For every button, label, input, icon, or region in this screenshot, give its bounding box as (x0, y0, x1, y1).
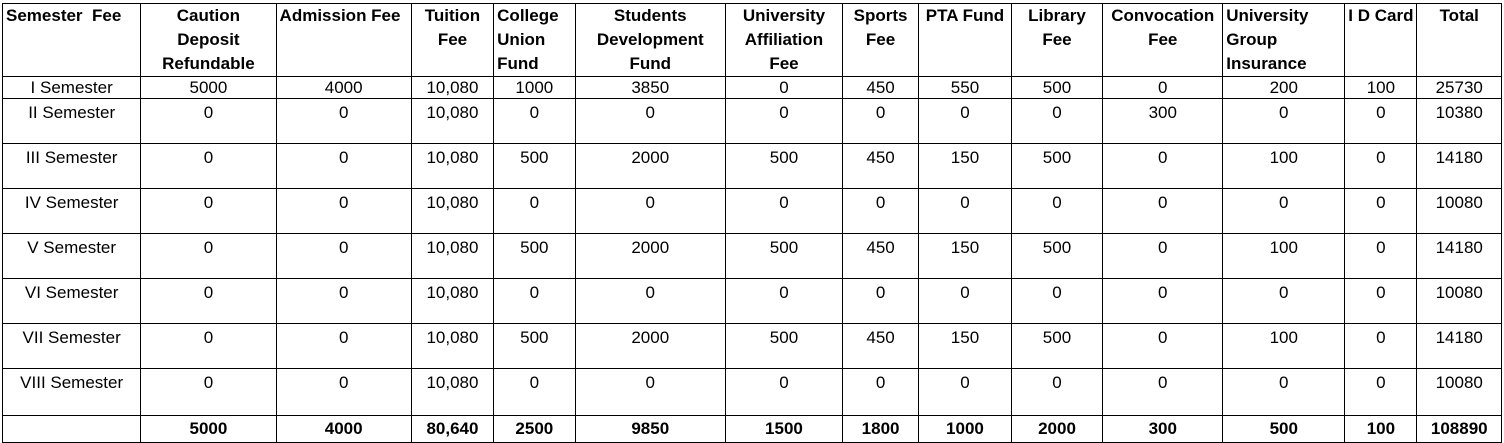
total-value-cell: 4000 (276, 416, 411, 443)
fee-value-cell: 500 (726, 234, 843, 279)
header-id-card: I D Card (1345, 4, 1417, 77)
total-value-cell: 1000 (919, 416, 1012, 443)
table-row (3, 324, 1502, 369)
fee-value-cell: 0 (1345, 324, 1417, 369)
fee-value-cell: 4000 (276, 77, 411, 99)
fee-value-cell: 0 (1103, 279, 1223, 324)
fee-value-cell: 550 (919, 77, 1012, 99)
fee-value-cell: 500 (1011, 77, 1103, 99)
semester-label-cell: I Semester (3, 77, 141, 99)
fee-value-cell: 0 (494, 99, 575, 144)
header-row (3, 4, 1502, 77)
fee-value-cell: 0 (1103, 369, 1223, 416)
fee-value-cell: 150 (919, 234, 1012, 279)
fee-value-cell: 0 (919, 369, 1012, 416)
fee-value-cell: 500 (1011, 144, 1103, 189)
fee-value-cell: 2000 (575, 324, 726, 369)
fee-value-cell: 0 (1223, 189, 1345, 234)
fee-value-cell: 0 (919, 279, 1012, 324)
fee-value-cell: 0 (726, 77, 843, 99)
fee-value-cell: 0 (494, 189, 575, 234)
semester-label-cell: II Semester (3, 99, 141, 144)
table-row (3, 144, 1502, 189)
fee-value-cell: 0 (141, 324, 276, 369)
fee-value-cell: 0 (842, 279, 918, 324)
fee-value-cell: 0 (276, 144, 411, 189)
fee-value-cell: 0 (1103, 189, 1223, 234)
total-value-cell: 108890 (1417, 416, 1502, 443)
header-sports-fee: Sports Fee (842, 4, 918, 77)
fee-value-cell: 14180 (1417, 144, 1502, 189)
fee-value-cell: 0 (575, 369, 726, 416)
header-caution-deposit: Caution Deposit Refundable (141, 4, 276, 77)
fee-value-cell: 10080 (1417, 189, 1502, 234)
fee-value-cell: 0 (1011, 99, 1103, 144)
fee-value-cell: 0 (276, 369, 411, 416)
fee-value-cell: 450 (842, 77, 918, 99)
semester-label-cell: V Semester (3, 234, 141, 279)
total-value-cell: 300 (1103, 416, 1223, 443)
header-pta-fund: PTA Fund (919, 4, 1012, 77)
fee-value-cell: 0 (1345, 189, 1417, 234)
fee-value-cell: 10,080 (411, 189, 493, 234)
total-value-cell: 100 (1345, 416, 1417, 443)
fee-value-cell: 0 (1345, 99, 1417, 144)
fee-value-cell: 500 (1011, 234, 1103, 279)
table-row (3, 279, 1502, 324)
fee-value-cell: 0 (494, 279, 575, 324)
fee-value-cell: 0 (276, 234, 411, 279)
table-row (3, 189, 1502, 234)
fee-value-cell: 10080 (1417, 369, 1502, 416)
semester-label-cell: VIII Semester (3, 369, 141, 416)
totals-row (3, 416, 1502, 443)
header-students-development-fund: Students Development Fund (575, 4, 726, 77)
fee-value-cell: 0 (726, 99, 843, 144)
fee-value-cell: 2000 (575, 234, 726, 279)
fee-value-cell: 0 (1103, 77, 1223, 99)
header-total: Total (1417, 4, 1502, 77)
fee-value-cell: 1000 (494, 77, 575, 99)
fee-value-cell: 10,080 (411, 234, 493, 279)
fee-value-cell: 0 (1223, 279, 1345, 324)
fee-value-cell: 100 (1223, 324, 1345, 369)
fee-value-cell: 10,080 (411, 279, 493, 324)
semester-label-cell: III Semester (3, 144, 141, 189)
fee-value-cell: 14180 (1417, 234, 1502, 279)
total-value-cell (3, 416, 141, 443)
fee-value-cell: 450 (842, 324, 918, 369)
fee-value-cell: 10,080 (411, 99, 493, 144)
fee-value-cell: 0 (141, 99, 276, 144)
fee-value-cell: 25730 (1417, 77, 1502, 99)
fee-value-cell: 14180 (1417, 324, 1502, 369)
fee-value-cell: 10080 (1417, 279, 1502, 324)
header-tuition-fee: Tuition Fee (411, 4, 493, 77)
fee-value-cell: 10380 (1417, 99, 1502, 144)
fee-value-cell: 5000 (141, 77, 276, 99)
fee-value-cell: 500 (726, 324, 843, 369)
fee-value-cell: 450 (842, 144, 918, 189)
total-value-cell: 500 (1223, 416, 1345, 443)
total-value-cell: 1800 (842, 416, 918, 443)
fee-value-cell: 500 (1011, 324, 1103, 369)
header-college-union-fund: College Union Fund (494, 4, 575, 77)
fee-value-cell: 0 (1345, 144, 1417, 189)
fee-value-cell: 10,080 (411, 369, 493, 416)
fee-value-cell: 0 (1345, 369, 1417, 416)
fee-value-cell: 0 (1011, 189, 1103, 234)
semester-label-cell: IV Semester (3, 189, 141, 234)
fee-value-cell: 0 (276, 99, 411, 144)
fee-value-cell: 100 (1223, 234, 1345, 279)
total-value-cell: 5000 (141, 416, 276, 443)
total-value-cell: 80,640 (411, 416, 493, 443)
fee-value-cell: 0 (1345, 234, 1417, 279)
fee-value-cell: 0 (276, 279, 411, 324)
table-row (3, 234, 1502, 279)
fee-value-cell: 0 (919, 99, 1012, 144)
total-value-cell: 2000 (1011, 416, 1103, 443)
fee-value-cell: 0 (726, 279, 843, 324)
fee-value-cell: 10,080 (411, 77, 493, 99)
fee-value-cell: 0 (141, 234, 276, 279)
fee-value-cell: 0 (1223, 99, 1345, 144)
fee-value-cell: 0 (1103, 324, 1223, 369)
fee-value-cell: 0 (141, 189, 276, 234)
header-university-group-insurance: University Group Insurance (1223, 4, 1345, 77)
fee-value-cell: 0 (1223, 369, 1345, 416)
fee-value-cell: 0 (842, 189, 918, 234)
fee-value-cell: 100 (1345, 77, 1417, 99)
fee-value-cell: 100 (1223, 144, 1345, 189)
fee-value-cell: 0 (1011, 369, 1103, 416)
fee-value-cell: 500 (494, 144, 575, 189)
fee-value-cell: 0 (919, 189, 1012, 234)
fee-value-cell: 0 (575, 189, 726, 234)
semester-label-cell: VII Semester (3, 324, 141, 369)
fee-value-cell: 0 (141, 369, 276, 416)
semester-label-cell: VI Semester (3, 279, 141, 324)
fee-value-cell: 0 (726, 189, 843, 234)
table-row (3, 99, 1502, 144)
semester-fee-table (2, 3, 1502, 443)
total-value-cell: 9850 (575, 416, 726, 443)
fee-value-cell: 0 (1103, 234, 1223, 279)
fee-value-cell: 0 (141, 144, 276, 189)
fee-value-cell: 10,080 (411, 324, 493, 369)
fee-value-cell: 0 (575, 279, 726, 324)
fee-value-cell: 3850 (575, 77, 726, 99)
fee-value-cell: 0 (276, 189, 411, 234)
total-value-cell: 2500 (494, 416, 575, 443)
header-university-affiliation-fee: University Affiliation Fee (726, 4, 843, 77)
fee-value-cell: 200 (1223, 77, 1345, 99)
table-row (3, 369, 1502, 416)
fee-value-cell: 0 (1345, 279, 1417, 324)
header-semester-fee: Semester Fee (3, 4, 141, 77)
header-convocation-fee: Convocation Fee (1103, 4, 1223, 77)
fee-value-cell: 0 (726, 369, 843, 416)
fee-value-cell: 0 (842, 369, 918, 416)
total-value-cell: 1500 (726, 416, 843, 443)
fee-value-cell: 150 (919, 144, 1012, 189)
fee-value-cell: 0 (842, 99, 918, 144)
table-row (3, 77, 1502, 99)
fee-value-cell: 10,080 (411, 144, 493, 189)
header-admission-fee: Admission Fee (276, 4, 411, 77)
fee-value-cell: 0 (1011, 279, 1103, 324)
fee-value-cell: 0 (141, 279, 276, 324)
fee-value-cell: 500 (726, 144, 843, 189)
fee-value-cell: 500 (494, 324, 575, 369)
fee-value-cell: 0 (575, 99, 726, 144)
fee-value-cell: 0 (1103, 144, 1223, 189)
fee-value-cell: 2000 (575, 144, 726, 189)
fee-value-cell: 0 (276, 324, 411, 369)
fee-value-cell: 500 (494, 234, 575, 279)
header-library-fee: Library Fee (1011, 4, 1103, 77)
fee-value-cell: 0 (494, 369, 575, 416)
fee-value-cell: 450 (842, 234, 918, 279)
fee-value-cell: 300 (1103, 99, 1223, 144)
fee-value-cell: 150 (919, 324, 1012, 369)
